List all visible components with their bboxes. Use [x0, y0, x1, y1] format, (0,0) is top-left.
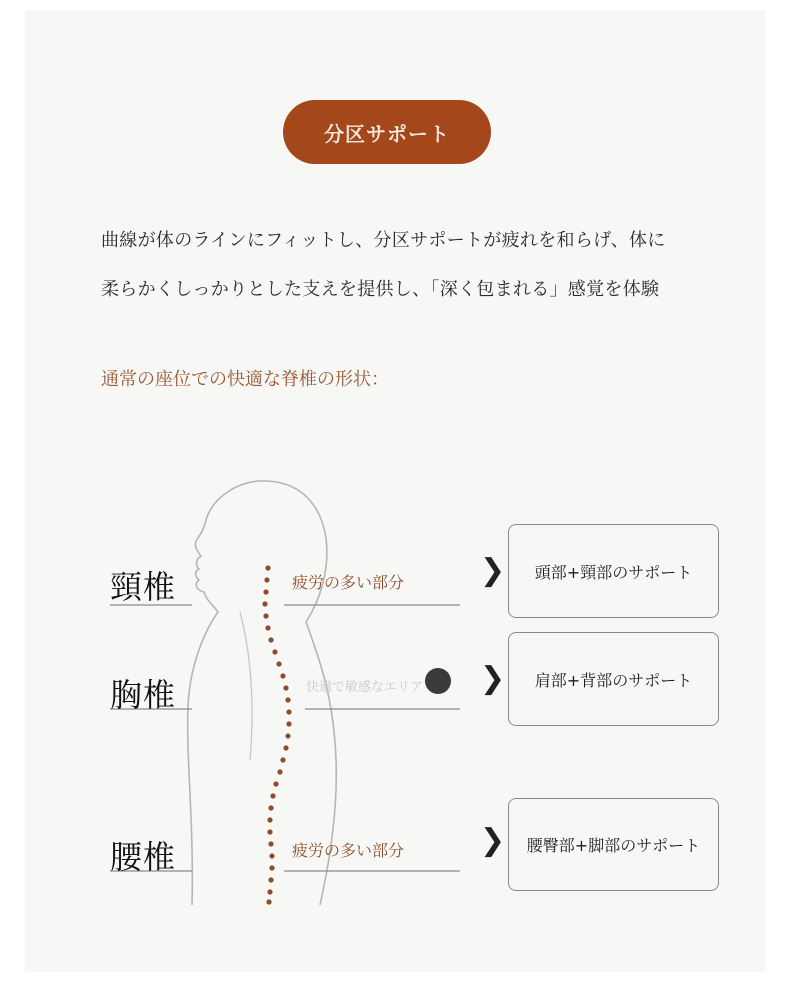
support-label-cervical: 頭部+頸部のサポート [534, 562, 693, 582]
vertebra-label-thoracic: 胸椎 [110, 676, 177, 714]
intro-line-1: 曲線が体のラインにフィットし、分区サポートが疲れを和らげ、体に [101, 230, 666, 251]
support-box-cervical [508, 524, 719, 618]
support-box-thoracic [508, 632, 719, 726]
support-box-lumbar [508, 798, 719, 891]
zone-label-lumbar: 疲労の多い部分 [292, 841, 405, 860]
vertebra-label-lumbar: 腰椎 [110, 838, 177, 876]
vertebra-label-cervical: 頸椎 [110, 568, 177, 606]
support-label-lumbar: 腰臀部+脚部のサポート [526, 836, 701, 855]
silhouette-back-line [240, 612, 252, 760]
intro-line-2: 柔らかくしっかりとした支えを提供し、「深く包まれる」感覚を体験 [101, 279, 660, 300]
support-label-thoracic: 肩部+背部のサポート [534, 670, 693, 690]
zone-label-thoracic: 快適で敏感なエリア [306, 680, 424, 695]
chevron-right-icon: ❯ [480, 661, 506, 696]
spine-dots [262, 565, 291, 904]
zone-support-badge-label: 分区サポート [324, 121, 450, 146]
spine-subheading: 通常の座位での快適な脊椎の形状： [101, 369, 389, 390]
chevron-right-icon: ❯ [480, 553, 506, 588]
chevron-right-icon: ❯ [480, 823, 506, 858]
overlay-dot-icon [425, 668, 451, 694]
zone-label-cervical: 疲労の多い部分 [292, 573, 405, 592]
